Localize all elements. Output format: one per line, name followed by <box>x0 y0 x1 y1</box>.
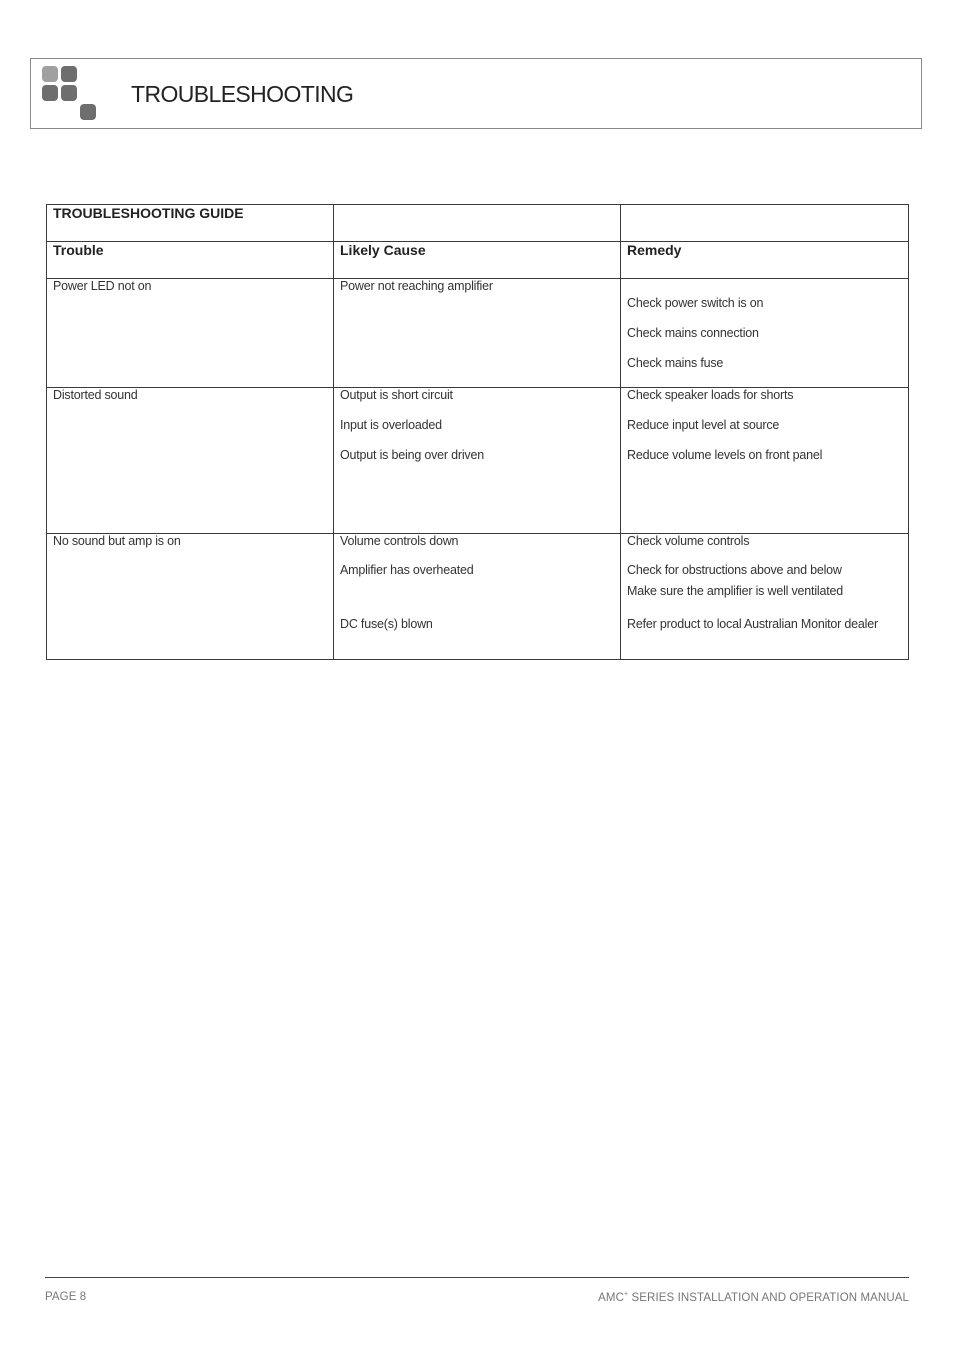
table-row <box>47 534 909 660</box>
column-header-row <box>47 242 909 279</box>
cause-cell <box>334 534 621 660</box>
table-row <box>47 388 909 534</box>
logo-square <box>42 66 58 82</box>
footer-divider <box>45 1277 909 1278</box>
remedy-text: Check for obstructions above and below <box>627 563 842 577</box>
page-header <box>30 58 922 129</box>
cause-cell <box>334 279 621 388</box>
remedy-text: Check mains fuse <box>627 356 724 370</box>
page-title: TROUBLESHOOTING <box>131 81 354 107</box>
empty-header-cell <box>334 205 621 242</box>
table-title: TROUBLESHOOTING GUIDE <box>53 205 244 221</box>
trouble-cell <box>47 388 334 534</box>
page-number: PAGE 8 <box>45 1291 87 1303</box>
table-row <box>47 279 909 388</box>
trouble-cell <box>47 534 334 660</box>
remedy-text: Check power switch is on <box>627 296 764 310</box>
column-header-cell <box>621 242 909 279</box>
cause-text: Power not reaching amplifier <box>340 279 493 293</box>
logo-square <box>80 104 96 120</box>
manual-title-prefix: AMC <box>598 1291 624 1304</box>
cause-text: Input is overloaded <box>340 418 442 432</box>
remedy-cell <box>621 534 909 660</box>
trouble-text: No sound but amp is on <box>53 534 181 548</box>
table-title-row <box>47 205 909 242</box>
cause-text: Output is short circuit <box>340 388 453 402</box>
trouble-text: Distorted sound <box>53 388 138 402</box>
remedy-cell <box>621 279 909 388</box>
brand-logo-icon <box>42 66 102 126</box>
column-header-cell <box>334 242 621 279</box>
column-header-trouble: Trouble <box>53 242 104 258</box>
manual-title <box>598 1291 909 1304</box>
column-header-cell <box>47 242 334 279</box>
table-title-cell <box>47 205 334 242</box>
cause-text: Output is being over driven <box>340 448 484 462</box>
remedy-text: Reduce volume levels on front panel <box>627 448 823 462</box>
trouble-text: Power LED not on <box>53 279 152 293</box>
empty-header-cell <box>621 205 909 242</box>
manual-title-sup: + <box>624 1291 629 1298</box>
troubleshooting-table <box>46 204 909 660</box>
logo-square <box>61 85 77 101</box>
remedy-text: Check volume controls <box>627 534 750 548</box>
trouble-cell <box>47 279 334 388</box>
cause-text: Volume controls down <box>340 534 459 548</box>
column-header-cause: Likely Cause <box>340 242 426 258</box>
manual-title-suffix: SERIES INSTALLATION AND OPERATION MANUAL <box>628 1291 909 1304</box>
cause-text: Amplifier has overheated <box>340 563 474 577</box>
remedy-cell <box>621 388 909 534</box>
logo-square <box>42 85 58 101</box>
logo-square <box>61 66 77 82</box>
remedy-text: Check speaker loads for shorts <box>627 388 794 402</box>
remedy-text: Reduce input level at source <box>627 418 780 432</box>
remedy-text: Make sure the amplifier is well ventilated <box>627 584 844 598</box>
remedy-text: Check mains connection <box>627 326 759 340</box>
column-header-remedy: Remedy <box>627 242 682 258</box>
remedy-text: Refer product to local Australian Monitor dealer <box>627 617 878 631</box>
cause-text: DC fuse(s) blown <box>340 617 433 631</box>
cause-cell <box>334 388 621 534</box>
